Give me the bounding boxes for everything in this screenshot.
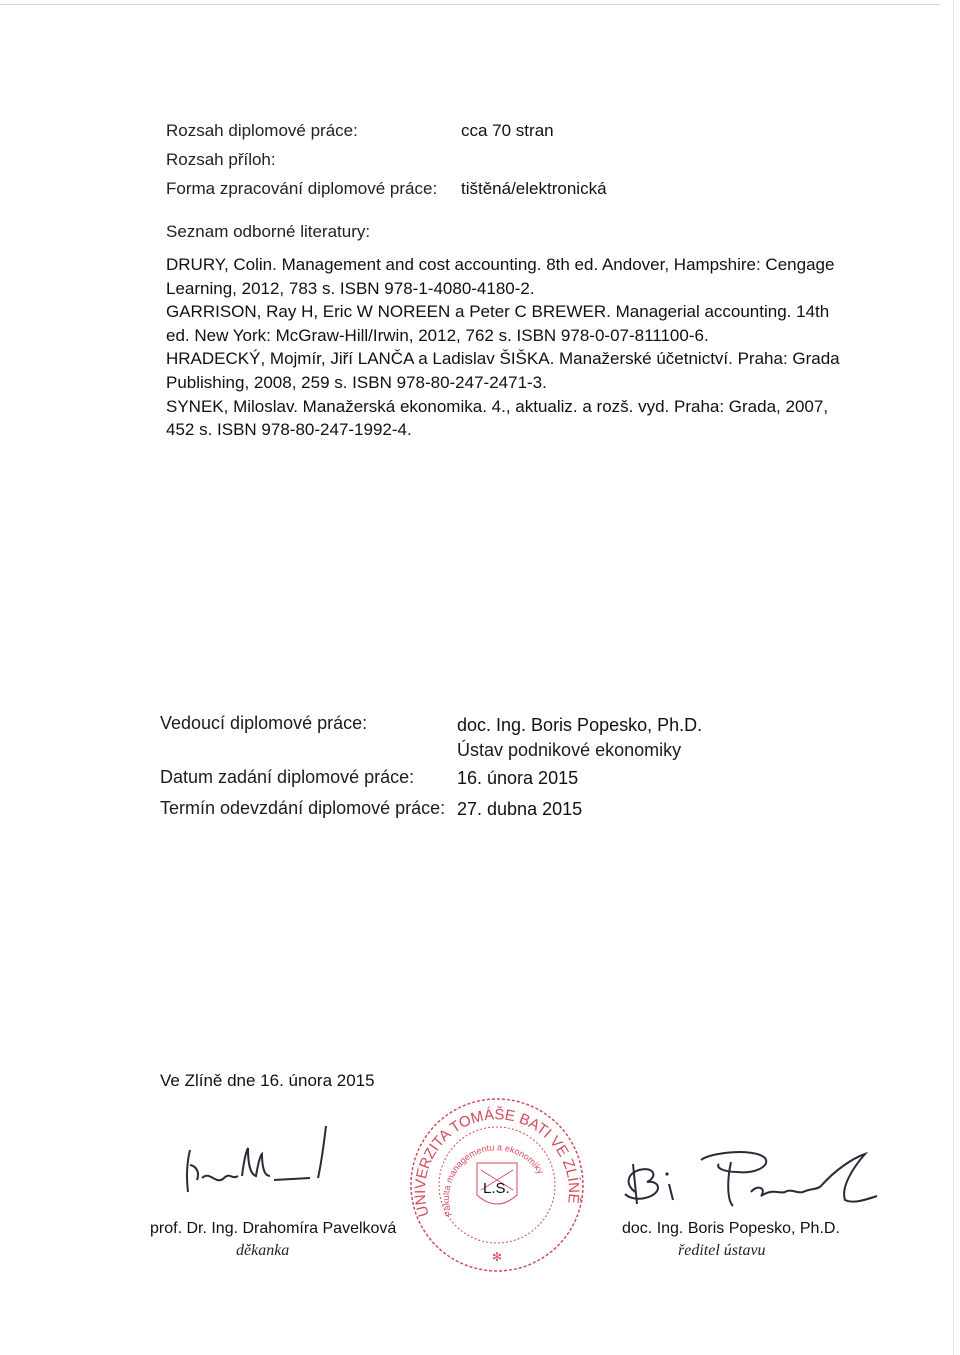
reference-item: SYNEK, Miloslav. Manažerská ekonomika. 4., aktualiz. a rozš. vyd. Praha: Grada, 2007, 452 s. ISBN 978-80-247-1992-4. (166, 396, 829, 440)
scope-label: Rozsah diplomové práce: (166, 121, 358, 140)
reference-item: DRURY, Colin. Management and cost accounting. 8th ed. Andover, Hampshire: Cengage Learning, 2012, 783 s. ISBN 978-1-4080-4180-2. (166, 255, 835, 298)
scope-value: cca 70 stran (461, 121, 554, 140)
form-value: tištěná/elektronická (461, 179, 607, 198)
assigned-date: 16. února 2015 (457, 768, 579, 788)
scan-top-edge (0, 4, 940, 5)
reference-item: GARRISON, Ray H, Eric W NOREEN a Peter C BREWER. Managerial accounting. 14th ed. New York: McGraw-Hill/Irwin, 2012, 762 s. ISBN 978-0-07-811100-6. (166, 302, 830, 345)
dean-role: děkanka (236, 1242, 290, 1259)
due-date: 27. dubna 2015 (457, 799, 583, 819)
stamp-ls-label: L.S. (483, 1180, 510, 1197)
director-name: doc. Ing. Boris Popesko, Ph.D. (622, 1220, 840, 1237)
supervisor-label: Vedoucí diplomové práce: (160, 713, 368, 733)
place-date: Ve Zlíně dne 16. února 2015 (160, 1071, 375, 1090)
form-label: Forma zpracování diplomové práce: (166, 179, 438, 198)
reference-list (166, 253, 856, 442)
dean-name: prof. Dr. Ing. Drahomíra Pavelková (150, 1220, 397, 1237)
assigned-date-label: Datum zadání diplomové práce: (160, 767, 415, 787)
due-date-label: Termín odevzdání diplomové práce: (160, 798, 446, 818)
literature-heading: Seznam odborné literatury: (166, 222, 371, 241)
stamp-star-icon: ✻ (491, 1250, 503, 1264)
reference-item: HRADECKÝ, Mojmír, Jiří LANČA a Ladislav ŠIŠKA. Manažerské účetnictví. Praha: Grada Publishing, 2008, 259 s. ISBN 978-80-247-2471-3. (166, 349, 840, 392)
stamp-inner-text: Fakulta managementu a ekonomiky (440, 1142, 546, 1218)
attachments-label: Rozsah příloh: (166, 150, 276, 169)
director-signature (615, 1140, 885, 1220)
scan-right-edge (953, 0, 954, 1355)
supervisor-institute: Ústav podnikové ekonomiky (457, 740, 682, 760)
dean-signature (170, 1120, 340, 1200)
stamp-outer-text: UNIVERZITA TOMÁŠE BATI VE ZLÍNĚ (411, 1106, 583, 1219)
director-role: ředitel ústavu (678, 1242, 766, 1259)
supervisor-name: doc. Ing. Boris Popesko, Ph.D. (457, 715, 703, 735)
